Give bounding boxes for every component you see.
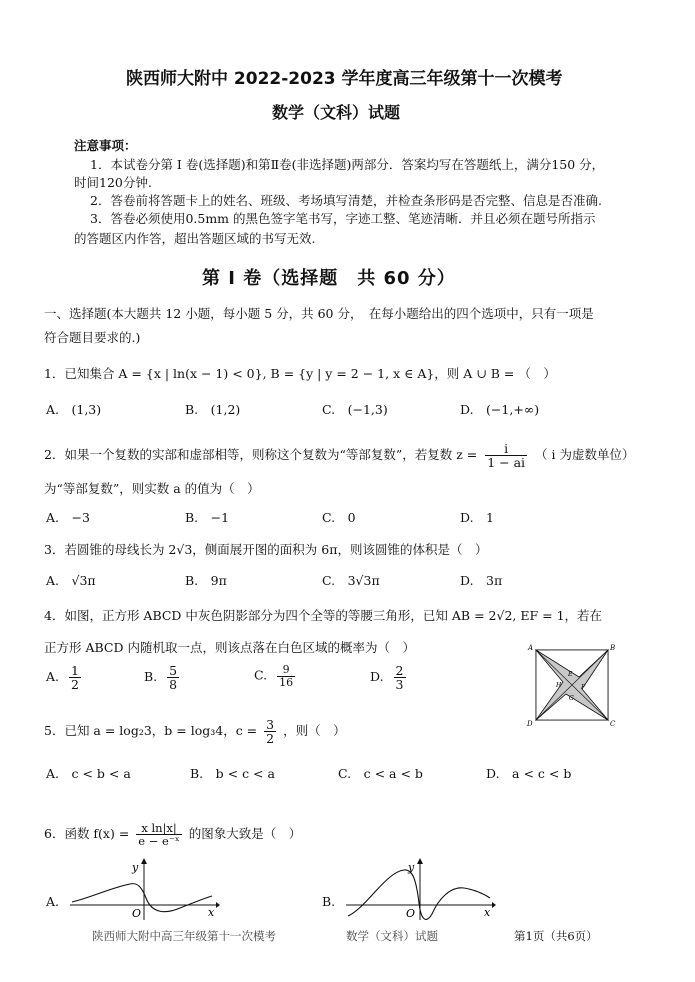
fraction-numerator: 1	[71, 663, 79, 678]
option-b[interactable]: B.	[322, 894, 336, 909]
graph-a[interactable]	[70, 858, 220, 920]
x-label: x	[484, 906, 491, 919]
fraction	[69, 664, 81, 691]
label-a: A	[528, 644, 534, 652]
origin-label: O	[132, 907, 142, 920]
option-c[interactable]: C. c < a < b	[338, 766, 423, 781]
function-curve	[348, 870, 490, 919]
fraction-numerator: 2	[395, 663, 404, 678]
fraction	[277, 664, 295, 688]
fraction-denominator: 8	[169, 677, 178, 693]
question-stem-text: 6．函数 f(x) =	[44, 826, 130, 842]
label-f: F	[581, 684, 586, 691]
option-c[interactable]: C. (−1,3)	[322, 402, 388, 417]
option-a[interactable]: A. √3π	[46, 573, 96, 588]
question-stem-line2: 正方形 ABCD 内随机取一点，则该点落在白色区域的概率为（ ）	[44, 640, 415, 655]
option-d[interactable]: D. 3π	[460, 573, 503, 588]
footer-middle: 数学（文科）试题	[346, 929, 438, 943]
section-intro: 一、选择题(本大题共 12 小题，每小题 5 分，共 60 分， 在每小题给出的四个选项中，只有一项是	[44, 306, 594, 321]
graph-b[interactable]	[346, 858, 496, 920]
option-c[interactable]: C. 0	[322, 510, 356, 525]
option-b[interactable]: B. −1	[185, 510, 230, 525]
label-e: E	[568, 671, 573, 678]
page-subtitle: 数学（文科）试题	[272, 103, 401, 122]
question-stem-tail: 的图象大致是（ ）	[188, 826, 302, 842]
y-label: y	[408, 861, 415, 874]
option-c[interactable]: C. 3√3π	[322, 573, 380, 588]
fraction	[394, 664, 406, 691]
option-label: B.	[144, 669, 158, 685]
option-a[interactable]: A. −3	[46, 510, 90, 525]
fraction-denominator: e − e⁻ˣ	[138, 834, 180, 849]
option-d[interactable]: D. 1	[460, 510, 495, 525]
notice-item-3-cont: 的答题区内作答，超出答题区域的书写无效.	[74, 231, 316, 246]
fraction-numerator: x ln|x|	[136, 822, 182, 835]
option-b[interactable]: B. 9π	[185, 573, 227, 588]
label-b: B	[610, 644, 616, 652]
question-stem: 3．若圆锥的母线长为 2√3，侧面展开图的面积为 6π，则该圆锥的体积是（ ）	[44, 542, 488, 557]
fraction-numerator: 9	[277, 664, 295, 677]
option-b[interactable]	[144, 664, 179, 691]
label-g: G	[569, 695, 574, 702]
fraction	[136, 822, 182, 847]
option-a[interactable]: A. c < b < a	[46, 766, 131, 781]
fraction-numerator: 5	[169, 663, 178, 678]
fraction-numerator: 3	[266, 717, 275, 732]
option-a[interactable]: A.	[46, 894, 60, 909]
fraction	[264, 718, 276, 745]
origin-label: O	[406, 907, 416, 920]
option-a[interactable]	[46, 664, 81, 691]
option-label: A.	[46, 669, 60, 685]
label-d: D	[527, 720, 533, 728]
footer-left: 陕西师大附中高三年级第十一次模考	[92, 929, 276, 943]
x-label: x	[208, 906, 215, 919]
question-stem: 4．如图，正方形 ABCD 中灰色阴影部分为四个全等的等腰三角形，已知 AB = 2√2, EF = 1，若在	[44, 608, 603, 623]
fraction-numerator: i	[485, 442, 527, 456]
label-h: H	[556, 682, 562, 689]
page-title: 陕西师大附中 2022-2023 学年度高三年级第十一次模考	[126, 69, 563, 89]
fraction-denominator: 1 − ai	[487, 455, 526, 471]
option-d[interactable]: D. (−1,+∞)	[460, 402, 540, 417]
question-stem-tail: ，则（ ）	[283, 723, 346, 739]
fraction-denominator: 2	[266, 731, 275, 747]
section-title: 第 Ⅰ 卷（选择题 共 60 分）	[202, 268, 456, 289]
fraction-denominator: 3	[395, 677, 404, 693]
option-a[interactable]: A. (1,3)	[46, 402, 102, 417]
y-label: y	[132, 861, 139, 874]
question-stem: 1．已知集合 A = {x | ln(x − 1) < 0}, B = {y | y = 2 − 1, x ∈ A}，则 A ∪ B = （ ）	[44, 366, 556, 381]
question-stem-tail: （ i 为虚数单位）	[535, 447, 635, 463]
label-c: C	[610, 720, 616, 728]
x-axis-arrow-icon	[492, 902, 496, 908]
fraction-denominator: 16	[279, 675, 294, 689]
section-intro-cont: 符合题目要求的.)	[44, 330, 141, 345]
option-b[interactable]: B. b < c < a	[190, 766, 275, 781]
option-label: C.	[254, 667, 268, 683]
question-stem	[44, 822, 301, 847]
page-number: 第1页（共6页）	[514, 929, 598, 943]
function-curve	[72, 884, 212, 912]
question-stem-text: 5．已知 a = log₂3，b = log₃4，c =	[44, 723, 258, 739]
notice-heading: 注意事项：	[74, 138, 137, 153]
option-c[interactable]	[254, 664, 295, 688]
question-stem	[44, 718, 346, 745]
notice-item-1-cont: 时间120分钟.	[74, 175, 152, 190]
fraction	[485, 442, 527, 469]
fraction-denominator: 2	[71, 677, 79, 693]
fraction	[167, 664, 179, 691]
option-d[interactable]: D. a < c < b	[486, 766, 572, 781]
y-axis-arrow-icon	[417, 858, 423, 864]
question-stem-line2: 为“等部复数”，则实数 a 的值为（ ）	[44, 481, 260, 496]
option-b[interactable]: B. (1,2)	[185, 402, 241, 417]
question-stem-text: 2．如果一个复数的实部和虚部相等，则称这个复数为“等部复数”，若复数 z =	[44, 447, 478, 463]
notice-item-1: 1．本试卷分第 I 卷(选择题)和第Ⅱ卷(非选择题)两部分．答案均写在答题纸上，满分150 分，	[90, 157, 605, 172]
x-axis-arrow-icon	[216, 902, 220, 908]
option-d[interactable]	[370, 664, 406, 691]
option-label: D.	[370, 669, 384, 685]
y-axis-arrow-icon	[141, 858, 147, 864]
square-figure	[522, 640, 622, 728]
notice-item-2: 2．答卷前将答题卡上的姓名、班级、考场填写清楚，并检查条形码是否完整、信息是否准确.	[90, 193, 602, 208]
notice-item-3: 3．答卷必须使用0.5mm 的黑色签字笔书写，字迹工整、笔迹清晰．并且必须在题号所指示	[90, 211, 596, 226]
question-stem	[44, 442, 635, 469]
